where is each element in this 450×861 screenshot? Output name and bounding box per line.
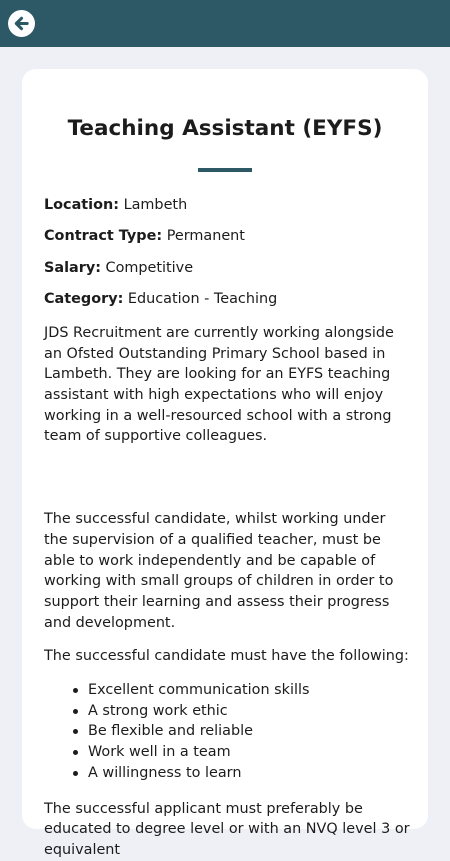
location-row (44, 196, 428, 215)
list-item: Work well in a team (44, 742, 428, 763)
title-divider (198, 168, 252, 172)
contract-type-row (44, 227, 428, 246)
requirements-list (44, 680, 428, 784)
requirements-intro: The successful candidate must have the following: (44, 648, 409, 665)
location-value: Lambeth (123, 197, 188, 213)
arrow-left-icon (12, 14, 31, 33)
salary-label: Salary: (44, 259, 101, 276)
list-item: Be flexible and reliable (44, 721, 428, 742)
job-detail-card (22, 69, 428, 858)
location-label: Location: (44, 197, 119, 213)
list-item: A strong work ethic (44, 701, 428, 722)
contract-type-value: Permanent (166, 228, 245, 245)
salary-row (44, 259, 428, 278)
category-row (44, 290, 428, 309)
contract-type-label: Contract Type: (44, 228, 163, 245)
job-meta (44, 196, 428, 309)
salary-value: Competitive (105, 259, 194, 276)
list-item: Excellent communication skills (44, 680, 428, 701)
job-description-role: The successful candidate, whilst working under the supervision of a qualified teacher, must be able to work independently and be capable of working with small groups of children in order to support their learning and assess their progress and development. (44, 511, 394, 631)
category-value: Education - Teaching (127, 290, 278, 307)
education-requirement: The successful applicant must preferably be educated to degree level or with an NVQ level 3 or equivalent (44, 800, 410, 858)
back-button[interactable] (8, 10, 35, 37)
job-description-intro: JDS Recruitment are currently working alongside an Ofsted Outstanding Primary School based in Lambeth. They are looking for an EYFS teaching assistant with high expectations who will enjoy working in a well-resourced school with a strong team of supportive colleagues. (44, 324, 394, 445)
list-item: A willingness to learn (44, 763, 428, 784)
job-title: Teaching Assistant (EYFS) (67, 116, 383, 141)
top-app-bar (0, 0, 450, 47)
category-label: Category: (44, 290, 124, 307)
